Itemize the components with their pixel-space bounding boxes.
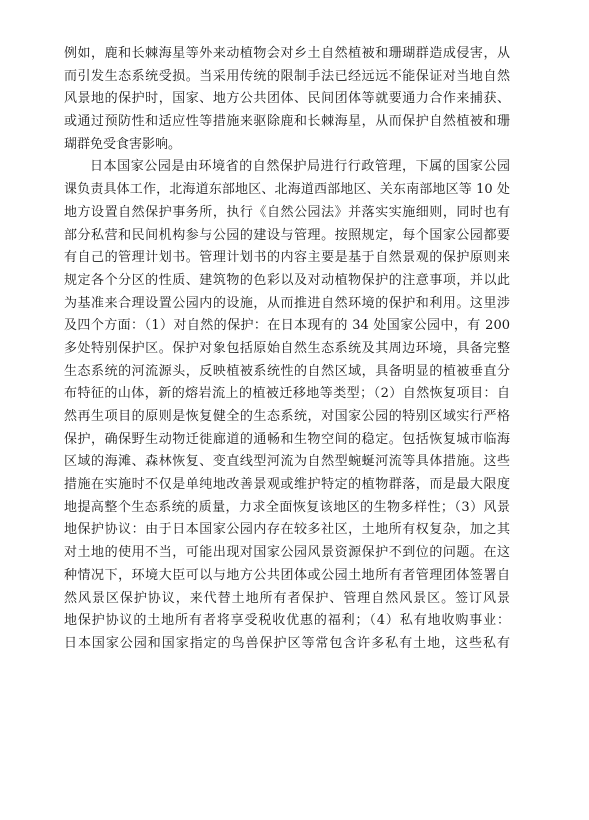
text-line: 而引发生态系统受损。当采用传统的限制手法已经远远不能保证对当地自然 <box>64 68 510 84</box>
text-line: 日本国家公园是由环境省的自然保护局进行行政管理，下属的国家公园 <box>90 159 510 175</box>
text-line: 及四个方面：（1）对自然的保护：在日本现有的 34 处国家公园中，有 200 <box>64 318 510 334</box>
text-line: 种情况下，环境大臣可以与地方公共团体或公园土地所有者管理团体签署自 <box>64 567 510 583</box>
text-line: 为基准来合理设置公园内的设施，从而推进自然环境的保护和利用。这里涉 <box>64 295 510 311</box>
paragraph <box>64 43 510 156</box>
text-line: 保护，确保野生动物迁徙廊道的通畅和生物空间的稳定。包括恢复城市临海 <box>64 431 510 447</box>
text-line: 有自己的管理计划书。管理计划书的内容主要是基于自然景观的保护原则来 <box>64 250 510 266</box>
text-line: 多处特别保护区。保护对象包括原始自然生态系统及其周边环境，具备完整 <box>64 340 510 356</box>
text-line: 课负责具体工作，北海道东部地区、北海道西部地区、关东南部地区等 10 处 <box>64 182 510 198</box>
text-line: 然再生项目的原则是恢复健全的生态系统，对国家公园的特别区域实行严格 <box>64 409 510 424</box>
text-line: 生态系统的河流源头，反映植被系统性的自然区域，具备明显的植被垂直分 <box>64 363 510 379</box>
text-line: 部分私营和民间机构参与公园的建设与管理。按照规定，每个国家公园都要 <box>64 227 510 243</box>
paragraph <box>64 156 510 655</box>
text-line: 或通过预防性和适应性等措施来驱除鹿和长棘海星，从而保护自然植被和珊 <box>64 114 510 130</box>
text-line: 地方设置自然保护事务所，执行《自然公园法》并落实实施细则，同时也有 <box>64 204 510 220</box>
body-text <box>64 43 510 656</box>
text-line: 瑚群免受食害影响。 <box>64 136 182 152</box>
text-line: 日本国家公园和国家指定的鸟兽保护区等常包含许多私有土地，这些私有 <box>64 635 510 651</box>
text-line: 地提高整个生态系统的质量，力求全面恢复该地区的生物多样性；（3）风景 <box>64 499 510 515</box>
text-line: 例如，鹿和长棘海星等外来动植物会对乡土自然植被和珊瑚群造成侵害，从 <box>64 46 510 61</box>
text-line: 规定各个分区的性质、建筑物的色彩以及对动植物保护的注意事项，并以此 <box>64 272 510 288</box>
text-line: 风景地的保护时，国家、地方公共团体、民间团体等就要通力合作来捕获、 <box>64 91 510 107</box>
text-line: 然风景区保护协议，来代替土地所有者保护、管理自然风景区。签订风景 <box>64 590 510 606</box>
text-line: 布特征的山体，新的熔岩流上的植被迁移地等类型；（2）自然恢复项目：自 <box>64 386 510 402</box>
text-line: 地保护协议：由于日本国家公园内存在较多社区，土地所有权复杂，加之其 <box>64 522 510 538</box>
text-line: 措施在实施时不仅是单纯地改善景观或维护特定的植物群落，而是最大限度 <box>64 477 510 493</box>
text-line: 地保护协议的土地所有者将享受税收优惠的福利；（4）私有地收购事业： <box>64 613 510 629</box>
text-line: 对土地的使用不当，可能出现对国家公园风景资源保护不到位的问题。在这 <box>64 545 510 561</box>
text-line: 区域的海滩、森林恢复、变直线型河流为自然型蜿蜒河流等具体措施。这些 <box>64 454 510 470</box>
